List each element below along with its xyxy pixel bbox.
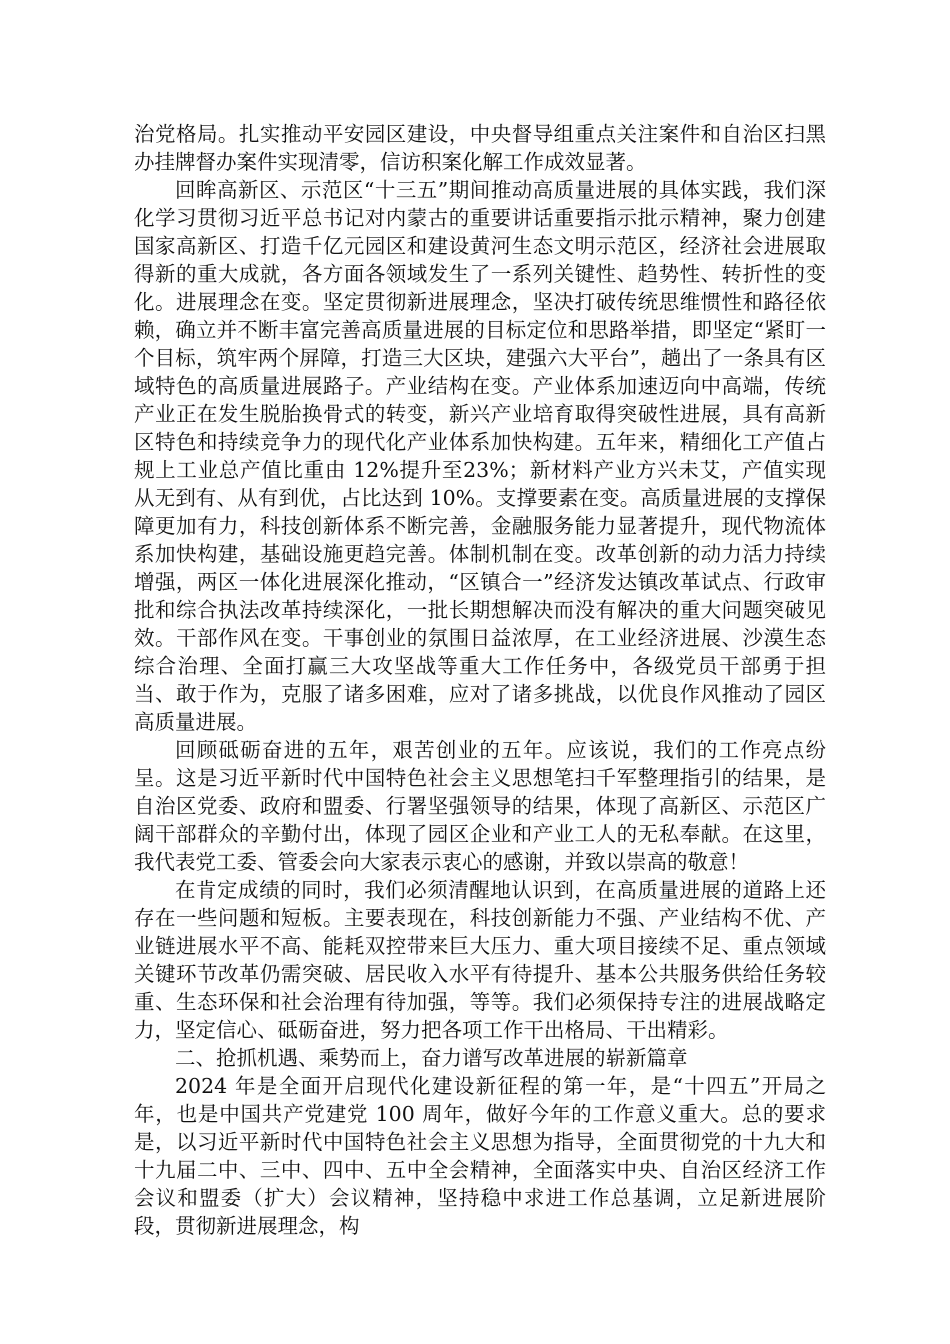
- paragraph-problems: 在肯定成绩的同时，我们必须清醒地认识到，在高质量进展的道路上还存在一些问题和短板。主要表现在，科技创新能力不强、产业结构不优、产业链进展水平不高、能耗双控带来巨大压力、重大项目接续不足、重点领域关键环节改革仍需突破、居民收入水平有待提升、基本公共服务供给任务较重、生态环保和社会治理有待加强，等等。我们必须保持专注的进展战略定力，坚定信心、砥砺奋进，努力把各项工作干出格局、干出精彩。: [134, 878, 826, 1042]
- paragraph-2024-requirements: 2024 年是全面开启现代化建设新征程的第一年，是“十四五”开局之年，也是中国共产党建党 100 周年，做好今年的工作意义重大。总的要求是，以习近平新时代中国特色社会主义思想为指导，全面贯彻党的十九大和十九届二中、三中、四中、五中全会精神，全面落实中央、自治区经济工作会议和盟委（扩大）会议精神，坚持稳中求进工作总基调，立足新进展阶段，贯彻新进展理念，构: [134, 1074, 826, 1238]
- document-body: [134, 120, 826, 1240]
- section-heading: 二、抢抓机遇、乘势而上，奋力谱写改革进展的崭新篇章: [175, 1046, 688, 1070]
- paragraph-continuation: 治党格局。扎实推动平安园区建设，中央督导组重点关注案件和自治区扫黑办挂牌督办案件实现清零，信访积案化解工作成效显著。: [134, 122, 826, 174]
- paragraph-review-achievements: 回眸高新区、示范区“十三五”期间推动高质量进展的具体实践，我们深化学习贯彻习近平总书记对内蒙古的重要讲话重要指示批示精神，聚力创建国家高新区、打造千亿元园区和建设黄河生态文明示范区，经济社会进展取得新的重大成就，各方面各领域发生了一系列关键性、趋势性、转折性的变化。进展理念在变。坚定贯彻新进展理念，坚决打破传统思维惯性和路径依赖，确立并不断丰富完善高质量进展的目标定位和思路举措，即坚定“紧盯一个目标，筑牢两个屏障，打造三大区块，建强六大平台”，趟出了一条具有区域特色的高质量进展路子。产业结构在变。产业体系加速迈向中高端，传统产业正在发生脱胎换骨式的转变，新兴产业培育取得突破性进展，具有高新区特色和持续竞争力的现代化产业体系加快构建。五年来，精细化工产值占规上工业总产值比重由 12%提升至23%；新材料产业方兴未艾，产值实现从无到有、从有到优，占比达到 10%。支撑要素在变。高质量进展的支撑保障更加有力，科技创新体系不断完善，金融服务能力显著提升，现代物流体系加快构建，基础设施更趋完善。体制机制在变。改革创新的动力活力持续增强，两区一体化进展深化推动，“区镇合一”经济发达镇改革试点、行政审批和综合执法改革持续深化，一批长期想解决而没有解决的重大问题突破见效。干部作风在变。干事创业的氛围日益浓厚，在工业经济进展、沙漠生态综合治理、全面打赢三大攻坚战等重大工作任务中，各级党员干部勇于担当、敢于作为，克服了诸多困难，应对了诸多挑战，以优良作风推动了园区高质量进展。: [134, 178, 826, 734]
- paragraph-five-years: 回顾砥砺奋进的五年，艰苦创业的五年。应该说，我们的工作亮点纷呈。这是习近平新时代中国特色社会主义思想笔扫千军整理指引的结果，是自治区党委、政府和盟委、行署坚强领导的结果，体现了高新区、示范区广阔干部群众的辛勤付出，体现了园区企业和产业工人的无私奉献。在这里，我代表党工委、管委会向大家表示衷心的感谢，并致以崇高的敬意！: [134, 738, 826, 874]
